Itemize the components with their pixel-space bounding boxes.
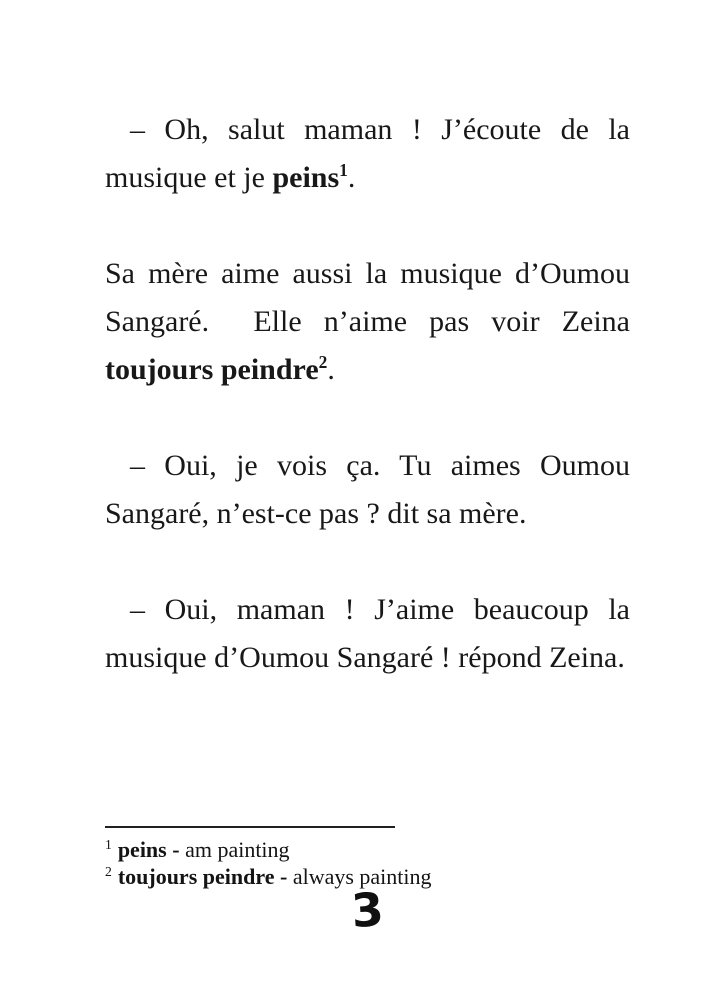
paragraph-dialogue-2 [105,442,630,538]
footnote-term: peins - [117,837,180,862]
paragraph-text: . [347,161,356,194]
paragraph-text: – Oui, maman ! J’aime beaucoup la musique d’Oumou Sangaré ! répond Zeina. [105,593,630,674]
paragraph-text: Sa mère aime aussi la musique d’Oumou Sangaré. Elle n’aime pas voir Zeina [105,257,630,338]
paragraph-dialogue-1 [105,106,630,202]
vocab-term-toujours-peindre: toujours peindre [105,353,319,386]
paragraph-narration [105,250,630,394]
footnote-marker-2: 2 [105,863,112,879]
footnote-item-1 [105,836,630,863]
footnote-definition: always painting [292,864,432,889]
paragraph-text: . [327,353,335,386]
footnote-ref-1: 1 [339,160,348,180]
paragraph-text: – Oui, je vois ça. Tu aimes Oumou Sangaré, n’est-ce pas ? dit sa mère. [105,449,630,530]
vocab-term-peins: peins [272,161,340,194]
footnote-term: toujours peindre - [117,864,288,889]
paragraph-dialogue-3 [105,586,630,682]
page-number: 3 [349,881,386,939]
footnote-ref-2: 2 [318,352,328,372]
paragraph-text: – Oh, salut maman ! J’écoute de la musique et je [105,113,630,194]
footnote-divider [105,826,395,828]
footnote-marker-1: 1 [105,836,112,852]
page-body [105,106,630,730]
footnote-definition: am painting [185,837,290,862]
